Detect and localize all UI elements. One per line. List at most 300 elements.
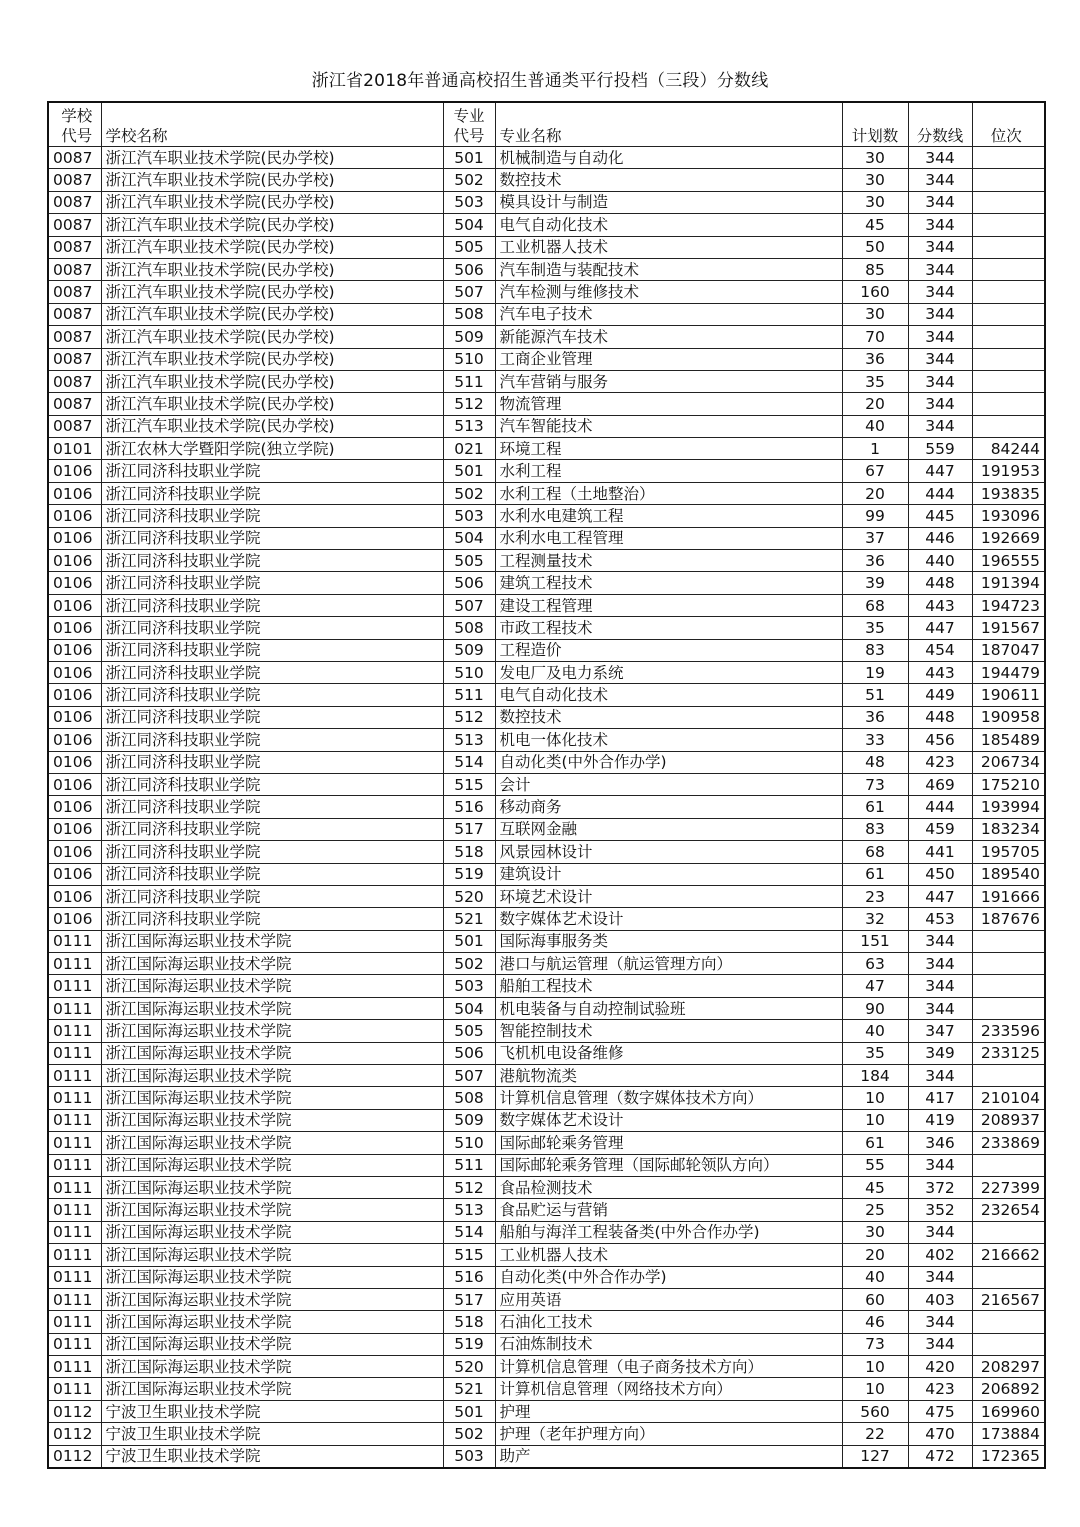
school-name-cell: 浙江汽车职业技术学院(民办学校) [101,214,443,236]
rank-cell [972,415,1045,437]
school-name-cell: 浙江汽车职业技术学院(民办学校) [101,147,443,169]
score-line-cell: 344 [908,281,972,303]
major-code-cell: 505 [443,236,495,258]
rank-cell: 196555 [972,550,1045,572]
school-code-cell: 0087 [48,415,101,437]
school-code-cell: 0106 [48,841,101,863]
school-code-cell: 0111 [48,930,101,952]
score-line-cell: 444 [908,796,972,818]
table-row [48,706,1045,728]
major-code-cell: 515 [443,773,495,795]
table-row [48,550,1045,572]
table-row [48,1132,1045,1154]
plan-count-cell: 30 [842,1221,908,1243]
table-row [48,1176,1045,1198]
school-code-cell: 0106 [48,818,101,840]
score-line-cell: 446 [908,527,972,549]
major-name-cell: 工业机器人技术 [495,1244,842,1266]
school-name-cell: 浙江国际海运职业技术学院 [101,1154,443,1176]
major-code-cell: 503 [443,1445,495,1468]
school-code-cell: 0087 [48,348,101,370]
rank-cell: 172365 [972,1445,1045,1468]
major-code-cell: 513 [443,729,495,751]
school-name-cell: 浙江同济科技职业学院 [101,550,443,572]
table-row [48,773,1045,795]
score-line-cell: 344 [908,348,972,370]
rank-cell [972,191,1045,213]
major-code-cell: 513 [443,415,495,437]
school-name-cell: 浙江农林大学暨阳学院(独立学院) [101,438,443,460]
table-row [48,1154,1045,1176]
school-name-cell: 浙江同济科技职业学院 [101,885,443,907]
school-code-cell: 0106 [48,684,101,706]
major-code-cell: 503 [443,975,495,997]
plan-count-cell: 85 [842,258,908,280]
school-name-cell: 浙江同济科技职业学院 [101,572,443,594]
table-row [48,169,1045,191]
table-row [48,281,1045,303]
major-code-cell: 504 [443,997,495,1019]
plan-count-cell: 10 [842,1087,908,1109]
major-name-cell: 船舶工程技术 [495,975,842,997]
plan-count-cell: 30 [842,147,908,169]
plan-count-cell: 70 [842,326,908,348]
major-name-cell: 石油炼制技术 [495,1333,842,1355]
rank-cell: 187047 [972,639,1045,661]
table-row [48,975,1045,997]
rank-cell [972,975,1045,997]
plan-count-cell: 63 [842,953,908,975]
school-name-cell: 浙江同济科技职业学院 [101,841,443,863]
rank-cell [972,326,1045,348]
table-row [48,684,1045,706]
score-line-cell: 423 [908,1378,972,1400]
school-name-cell: 浙江同济科技职业学院 [101,594,443,616]
header-plan: 计划数 [842,102,908,147]
header-score: 分数线 [908,102,972,147]
table-row [48,191,1045,213]
school-code-cell: 0111 [48,1266,101,1288]
major-name-cell: 工程造价 [495,639,842,661]
major-name-cell: 建筑设计 [495,863,842,885]
plan-count-cell: 51 [842,684,908,706]
score-line-cell: 344 [908,258,972,280]
school-code-cell: 0106 [48,594,101,616]
rank-cell [972,1311,1045,1333]
rank-cell: 193835 [972,482,1045,504]
school-code-cell: 0106 [48,773,101,795]
school-name-cell: 浙江国际海运职业技术学院 [101,1199,443,1221]
score-line-cell: 344 [908,1333,972,1355]
school-name-cell: 浙江同济科技职业学院 [101,460,443,482]
school-code-cell: 0106 [48,617,101,639]
major-code-cell: 519 [443,1333,495,1355]
score-line-cell: 448 [908,706,972,728]
plan-count-cell: 30 [842,169,908,191]
major-name-cell: 汽车电子技术 [495,303,842,325]
major-code-cell: 508 [443,303,495,325]
major-name-cell: 国际邮轮乘务管理 [495,1132,842,1154]
major-code-cell: 516 [443,1266,495,1288]
rank-cell [972,1333,1045,1355]
major-code-cell: 510 [443,661,495,683]
rank-cell: 233869 [972,1132,1045,1154]
school-name-cell: 浙江同济科技职业学院 [101,684,443,706]
plan-count-cell: 1 [842,438,908,460]
major-code-cell: 502 [443,482,495,504]
major-code-cell: 515 [443,1244,495,1266]
table-row [48,1065,1045,1087]
major-name-cell: 水利水电建筑工程 [495,505,842,527]
score-line-cell: 344 [908,975,972,997]
school-code-cell: 0087 [48,303,101,325]
plan-count-cell: 37 [842,527,908,549]
school-name-cell: 浙江国际海运职业技术学院 [101,997,443,1019]
table-row [48,1087,1045,1109]
table-row [48,482,1045,504]
rank-cell: 194479 [972,661,1045,683]
score-line-cell: 344 [908,415,972,437]
school-code-cell: 0087 [48,214,101,236]
school-name-cell: 浙江国际海运职业技术学院 [101,1065,443,1087]
table-row [48,751,1045,773]
table-row [48,1333,1045,1355]
school-code-cell: 0111 [48,1311,101,1333]
school-name-cell: 浙江同济科技职业学院 [101,729,443,751]
rank-cell: 185489 [972,729,1045,751]
school-code-cell: 0111 [48,953,101,975]
rank-cell [972,303,1045,325]
score-line-cell: 349 [908,1042,972,1064]
table-row [48,729,1045,751]
major-code-cell: 520 [443,885,495,907]
school-code-cell: 0087 [48,147,101,169]
page-title: 浙江省2018年普通高校招生普通类平行投档（三段）分数线 [311,71,769,91]
major-code-cell: 507 [443,594,495,616]
school-name-cell: 浙江国际海运职业技术学院 [101,1132,443,1154]
major-code-cell: 510 [443,1132,495,1154]
table-row [48,930,1045,952]
major-code-cell: 519 [443,863,495,885]
major-name-cell: 汽车智能技术 [495,415,842,437]
header-rank: 位次 [972,102,1045,147]
table-row [48,214,1045,236]
table-row [48,1244,1045,1266]
rank-cell: 227399 [972,1176,1045,1198]
major-name-cell: 模具设计与制造 [495,191,842,213]
table-row [48,1400,1045,1422]
major-name-cell: 港航物流类 [495,1065,842,1087]
score-line-cell: 450 [908,863,972,885]
school-name-cell: 宁波卫生职业技术学院 [101,1445,443,1468]
plan-count-cell: 68 [842,841,908,863]
major-name-cell: 护理（老年护理方向） [495,1423,842,1445]
school-code-cell: 0111 [48,1020,101,1042]
plan-count-cell: 25 [842,1199,908,1221]
major-code-cell: 503 [443,191,495,213]
school-code-cell: 0111 [48,1288,101,1310]
plan-count-cell: 40 [842,1266,908,1288]
major-code-cell: 518 [443,841,495,863]
major-code-cell: 501 [443,1400,495,1422]
school-name-cell: 浙江汽车职业技术学院(民办学校) [101,326,443,348]
score-line-cell: 447 [908,460,972,482]
major-name-cell: 工商企业管理 [495,348,842,370]
table-row [48,1199,1045,1221]
table-row [48,661,1045,683]
rank-cell: 194723 [972,594,1045,616]
score-line-cell: 447 [908,885,972,907]
rank-cell [972,393,1045,415]
major-name-cell: 机电装备与自动控制试验班 [495,997,842,1019]
rank-cell: 175210 [972,773,1045,795]
rank-cell: 206734 [972,751,1045,773]
score-line-cell: 470 [908,1423,972,1445]
plan-count-cell: 46 [842,1311,908,1333]
major-code-cell: 506 [443,258,495,280]
rank-cell [972,1266,1045,1288]
table-row [48,1378,1045,1400]
table-row [48,1020,1045,1042]
score-line-cell: 344 [908,997,972,1019]
school-name-cell: 浙江同济科技职业学院 [101,505,443,527]
table-row [48,438,1045,460]
school-code-cell: 0111 [48,1378,101,1400]
school-code-cell: 0106 [48,706,101,728]
major-name-cell: 机械制造与自动化 [495,147,842,169]
school-code-cell: 0106 [48,661,101,683]
major-code-cell: 511 [443,370,495,392]
plan-count-cell: 20 [842,482,908,504]
major-name-cell: 国际邮轮乘务管理（国际邮轮领队方向） [495,1154,842,1176]
school-name-cell: 浙江汽车职业技术学院(民办学校) [101,191,443,213]
rank-cell: 169960 [972,1400,1045,1422]
school-code-cell: 0111 [48,1042,101,1064]
major-name-cell: 风景园林设计 [495,841,842,863]
major-code-cell: 512 [443,1176,495,1198]
score-line-cell: 344 [908,147,972,169]
rank-cell: 183234 [972,818,1045,840]
major-name-cell: 计算机信息管理（网络技术方向） [495,1378,842,1400]
school-code-cell: 0112 [48,1423,101,1445]
score-line-cell: 459 [908,818,972,840]
major-name-cell: 食品贮运与营销 [495,1199,842,1221]
table-row [48,885,1045,907]
plan-count-cell: 55 [842,1154,908,1176]
plan-count-cell: 19 [842,661,908,683]
school-code-cell: 0111 [48,1087,101,1109]
school-name-cell: 浙江汽车职业技术学院(民办学校) [101,303,443,325]
table-row [48,1221,1045,1243]
school-code-cell: 0112 [48,1445,101,1468]
table-row [48,1109,1045,1131]
major-name-cell: 电气自动化技术 [495,684,842,706]
table-row [48,370,1045,392]
major-name-cell: 移动商务 [495,796,842,818]
table-row [48,258,1045,280]
school-code-cell: 0087 [48,236,101,258]
table-row [48,908,1045,930]
plan-count-cell: 61 [842,863,908,885]
plan-count-cell: 47 [842,975,908,997]
major-code-cell: 506 [443,1042,495,1064]
plan-count-cell: 60 [842,1288,908,1310]
table-row [48,326,1045,348]
school-code-cell: 0111 [48,1065,101,1087]
school-code-cell: 0111 [48,1221,101,1243]
school-name-cell: 浙江汽车职业技术学院(民办学校) [101,281,443,303]
major-code-cell: 021 [443,438,495,460]
plan-count-cell: 10 [842,1109,908,1131]
score-line-cell: 344 [908,1065,972,1087]
plan-count-cell: 61 [842,1132,908,1154]
major-name-cell: 计算机信息管理（电子商务技术方向） [495,1356,842,1378]
score-line-cell: 372 [908,1176,972,1198]
header-school-name: 学校名称 [101,102,443,147]
major-code-cell: 508 [443,617,495,639]
rank-cell [972,1154,1045,1176]
plan-count-cell: 560 [842,1400,908,1422]
rank-cell: 232654 [972,1199,1045,1221]
table-row [48,1311,1045,1333]
major-name-cell: 汽车制造与装配技术 [495,258,842,280]
school-name-cell: 浙江同济科技职业学院 [101,706,443,728]
score-line-cell: 423 [908,751,972,773]
plan-count-cell: 40 [842,1020,908,1042]
major-name-cell: 电气自动化技术 [495,214,842,236]
table-row [48,572,1045,594]
score-line-cell: 344 [908,191,972,213]
score-line-cell: 344 [908,370,972,392]
major-code-cell: 503 [443,505,495,527]
major-name-cell: 数字媒体艺术设计 [495,1109,842,1131]
major-name-cell: 港口与航运管理（航运管理方向） [495,953,842,975]
major-name-cell: 自动化类(中外合作办学) [495,1266,842,1288]
score-line-cell: 344 [908,1266,972,1288]
major-code-cell: 517 [443,1288,495,1310]
score-line-cell: 447 [908,617,972,639]
school-code-cell: 0111 [48,1176,101,1198]
table-row [48,639,1045,661]
school-code-cell: 0106 [48,460,101,482]
school-name-cell: 浙江同济科技职业学院 [101,908,443,930]
score-line-cell: 448 [908,572,972,594]
score-line-cell: 403 [908,1288,972,1310]
rank-cell: 233596 [972,1020,1045,1042]
score-line-cell: 559 [908,438,972,460]
school-code-cell: 0112 [48,1400,101,1422]
major-name-cell: 发电厂及电力系统 [495,661,842,683]
rank-cell: 216662 [972,1244,1045,1266]
table-row [48,1042,1045,1064]
table-row [48,1423,1045,1445]
major-name-cell: 工程测量技术 [495,550,842,572]
school-name-cell: 浙江国际海运职业技术学院 [101,1020,443,1042]
table-row [48,236,1045,258]
plan-count-cell: 151 [842,930,908,952]
table-row [48,1288,1045,1310]
score-line-cell: 441 [908,841,972,863]
score-line-cell: 347 [908,1020,972,1042]
table-row [48,460,1045,482]
plan-count-cell: 35 [842,617,908,639]
table-row [48,147,1045,169]
school-name-cell: 浙江国际海运职业技术学院 [101,1378,443,1400]
score-line-cell: 344 [908,953,972,975]
major-code-cell: 509 [443,639,495,661]
plan-count-cell: 61 [842,796,908,818]
school-name-cell: 浙江同济科技职业学院 [101,639,443,661]
rank-cell: 190958 [972,706,1045,728]
table-header-row [48,102,1045,147]
major-name-cell: 国际海事服务类 [495,930,842,952]
table-row [48,617,1045,639]
header-major-name: 专业名称 [495,102,842,147]
table-row [48,796,1045,818]
major-name-cell: 数控技术 [495,169,842,191]
major-name-cell: 市政工程技术 [495,617,842,639]
score-line-cell: 449 [908,684,972,706]
school-name-cell: 浙江同济科技职业学院 [101,482,443,504]
score-table [47,101,1046,1469]
major-code-cell: 521 [443,1378,495,1400]
major-code-cell: 509 [443,326,495,348]
table-row [48,818,1045,840]
major-name-cell: 船舶与海洋工程装备类(中外合作办学) [495,1221,842,1243]
score-line-cell: 344 [908,1311,972,1333]
score-line-cell: 443 [908,661,972,683]
school-name-cell: 浙江国际海运职业技术学院 [101,953,443,975]
major-code-cell: 506 [443,572,495,594]
school-code-cell: 0087 [48,393,101,415]
major-code-cell: 501 [443,930,495,952]
score-line-cell: 346 [908,1132,972,1154]
table-row [48,393,1045,415]
rank-cell [972,1221,1045,1243]
school-name-cell: 浙江汽车职业技术学院(民办学校) [101,348,443,370]
rank-cell: 173884 [972,1423,1045,1445]
school-code-cell: 0106 [48,527,101,549]
rank-cell [972,236,1045,258]
plan-count-cell: 67 [842,460,908,482]
major-name-cell: 环境艺术设计 [495,885,842,907]
table-row [48,505,1045,527]
school-name-cell: 浙江同济科技职业学院 [101,617,443,639]
plan-count-cell: 36 [842,348,908,370]
school-name-cell: 浙江国际海运职业技术学院 [101,1356,443,1378]
rank-cell [972,258,1045,280]
school-name-cell: 浙江汽车职业技术学院(民办学校) [101,415,443,437]
major-code-cell: 513 [443,1199,495,1221]
school-code-cell: 0106 [48,572,101,594]
rank-cell [972,214,1045,236]
school-name-cell: 浙江国际海运职业技术学院 [101,930,443,952]
major-name-cell: 自动化类(中外合作办学) [495,751,842,773]
major-code-cell: 508 [443,1087,495,1109]
school-code-cell: 0111 [48,1244,101,1266]
school-name-cell: 浙江汽车职业技术学院(民办学校) [101,393,443,415]
table-row [48,303,1045,325]
school-code-cell: 0106 [48,885,101,907]
table-row [48,953,1045,975]
major-code-cell: 501 [443,147,495,169]
table-row [48,348,1045,370]
rank-cell: 191567 [972,617,1045,639]
school-name-cell: 宁波卫生职业技术学院 [101,1400,443,1422]
major-name-cell: 智能控制技术 [495,1020,842,1042]
major-code-cell: 502 [443,169,495,191]
score-line-cell: 419 [908,1109,972,1131]
